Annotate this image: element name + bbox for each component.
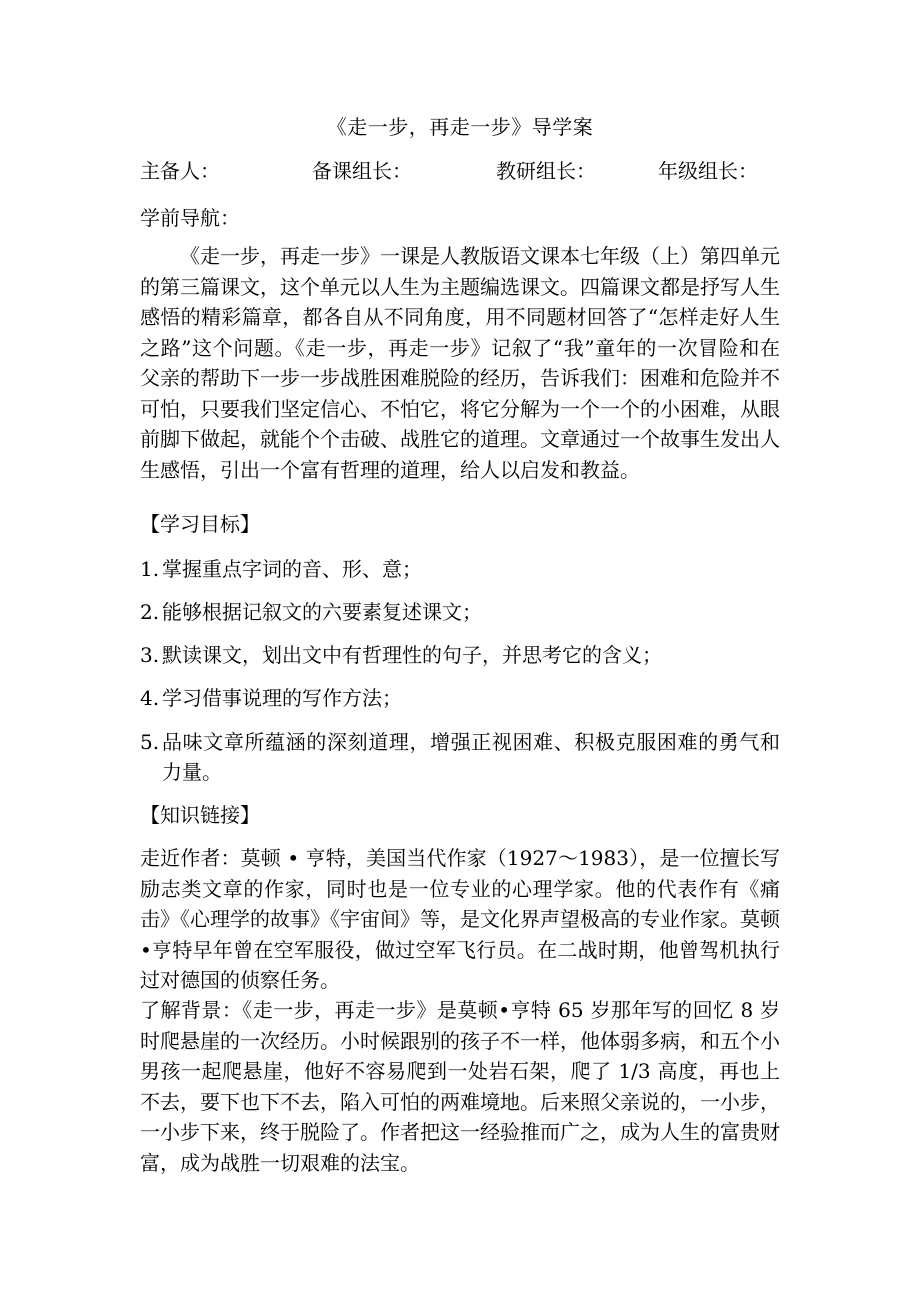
objective-item	[140, 554, 780, 584]
research-leader-label: 教研组长：	[496, 159, 596, 183]
objective-text: 品味文章所蕴涵的深刻道理，增强正视困难、积极克服困难的勇气和力量。	[162, 730, 780, 784]
objective-text: 学习借事说理的写作方法；	[162, 686, 402, 710]
grade-leader-label: 年级组长：	[658, 159, 758, 183]
objective-number: 3.	[140, 643, 160, 667]
objective-text: 能够根据记叙文的六要素复述课文；	[162, 600, 482, 624]
objective-number: 4.	[140, 686, 160, 710]
author-paragraph: 走近作者：莫顿 • 亨特，美国当代作家（1927～1983），是一位擅长写励志类文章的作家，同时也是一位专业的心理学家。他的代表作有《痛击》《心理学的故事》《宇宙间》等，是文化界声望极高的专业作家。莫顿•亨特早年曾在空军服役，做过空军飞行员。在二战时期，他曾驾机执行过对德国的侦察任务。	[140, 846, 780, 992]
objective-item	[140, 640, 780, 670]
roles-line	[140, 156, 780, 186]
preparer-label: 主备人：	[140, 159, 220, 183]
objective-item	[140, 597, 780, 627]
document-title: 《走一步，再走一步》导学案	[326, 115, 594, 139]
preview-paragraph: 《走一步，再走一步》一课是人教版语文课本七年级（上）第四单元的第三篇课文，这个单元以人生为主题编选课文。四篇课文都是抒写人生感悟的精彩篇章，都各自从不同角度，用不同题材回答了“怎样走好人生之路”这个问题。《走一步，再走一步》记叙了“我”童年的一次冒险和在父亲的帮助下一步一步战胜困难脱险的经历，告诉我们：困难和危险并不可怕，只要我们坚定信心、不怕它，将它分解为一个一个的小困难，从眼前脚下做起，就能个个击破、战胜它的道理。文章通过一个故事生发出人生感悟，引出一个富有哲理的道理，给人以启发和教益。	[140, 244, 780, 482]
objective-number: 5.	[140, 730, 160, 754]
objective-item	[140, 727, 780, 787]
objective-text: 默读课文，划出文中有哲理性的句子，并思考它的含义；	[162, 643, 662, 667]
objective-item	[140, 683, 780, 713]
background-paragraph: 了解背景：《走一步，再走一步》是莫顿•亨特 65 岁那年写的回忆 8 岁时爬悬崖的一次经历。小时候跟别的孩子不一样，他体弱多病，和五个小男孩一起爬悬崖，他好不容易爬到一处岩石架，爬了 1/3 高度，再也上不去，要下也下不去，陷入可怕的两难境地。后来照父亲说的，一小步，一小步下来，终于脱险了。作者把这一经验推而广之，成为人生的富贵财富，成为战胜一切艰难的法宝。	[140, 998, 780, 1175]
objective-text: 掌握重点字词的音、形、意；	[162, 557, 422, 581]
preview-heading: 学前导航：	[140, 206, 240, 230]
knowledge-heading: 【知识链接】	[140, 803, 260, 827]
objectives-heading: 【学习目标】	[140, 512, 260, 536]
group-leader-label: 备课组长：	[312, 159, 412, 183]
objective-number: 2.	[140, 600, 160, 624]
objective-number: 1.	[140, 557, 160, 581]
